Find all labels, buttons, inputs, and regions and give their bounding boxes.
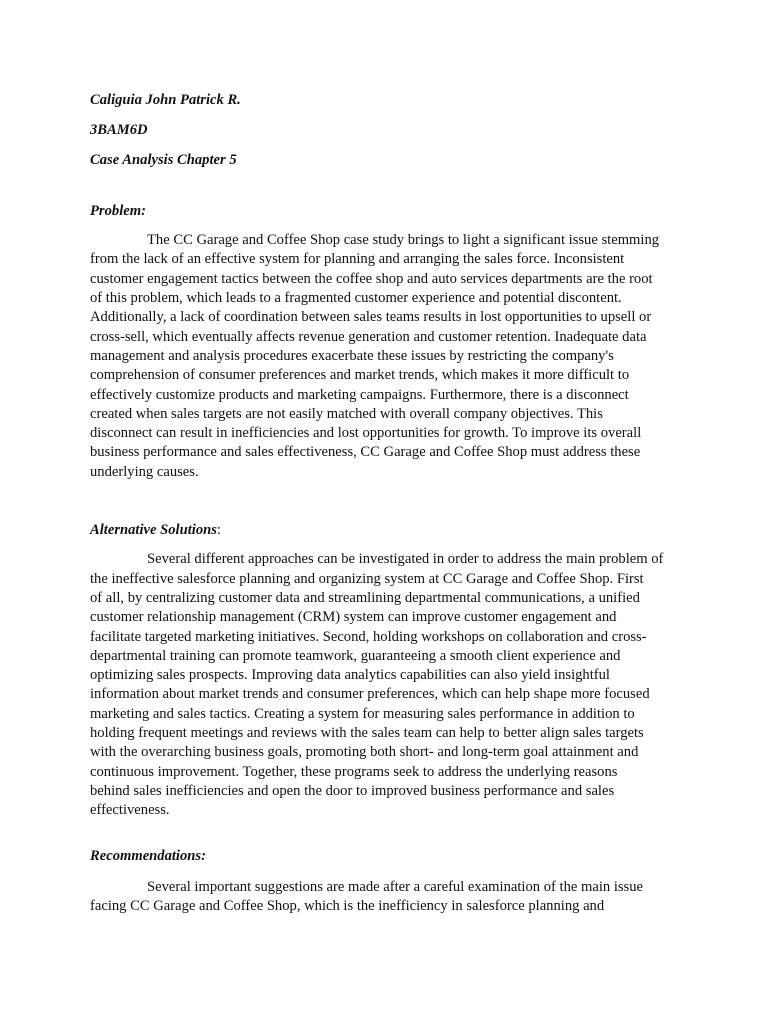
alternatives-line: marketing and sales tactics. Creating a system for measuring sales performance in addition to: [90, 705, 635, 722]
problem-line: disconnect can result in inefficiencies and lost opportunities for growth. To improve its overall: [90, 425, 642, 442]
alternatives-line: Several different approaches can be investigated in order to address the main problem of: [147, 551, 664, 568]
problem-line: customer engagement tactics between the coffee shop and auto services departments are the root: [90, 270, 653, 287]
recommendations-line: facing CC Garage and Coffee Shop, which is the inefficiency in salesforce planning and: [90, 898, 605, 915]
recommendations-heading: Recommendations:: [90, 847, 206, 864]
alternatives-line: facilitate targeted marketing initiatives. Second, holding workshops on collaboration and cross-: [90, 628, 647, 645]
alternatives-line: of all, by centralizing customer data and streamlining departmental communications, a unified: [90, 589, 640, 606]
document-title: Case Analysis Chapter 5: [90, 151, 237, 168]
alternatives-heading-colon: :: [216, 522, 221, 539]
problem-line: comprehension of consumer preferences and market trends, which makes it more difficult to: [90, 367, 630, 384]
author-name: Caliguia John Patrick R.: [90, 92, 241, 108]
alternatives-line: holding frequent meetings and reviews with the sales team can help to better align sales targets: [90, 725, 644, 742]
alternatives-line: information about market trends and consumer preferences, which can help shape more focused: [90, 686, 650, 703]
problem-line: from the lack of an effective system for planning and arranging the sales force. Inconsistent: [90, 251, 625, 268]
problem-heading: Problem:: [90, 202, 146, 219]
alternatives-heading: [90, 521, 678, 540]
recommendations-paragraph: [90, 878, 678, 917]
problem-line: effectively customize products and marketing campaigns. Furthermore, there is a disconnect: [90, 386, 629, 403]
alternatives-line: departmental training can promote teamwork, guaranteeing a smooth client experience and: [90, 647, 621, 664]
problem-line: The CC Garage and Coffee Shop case study brings to light a significant issue stemming: [147, 232, 660, 249]
alternatives-line: behind sales inefficiencies and open the door to improved business performance and sales: [90, 782, 615, 799]
alternatives-line: the ineffective salesforce planning and organizing system at CC Garage and Coffee Shop. First: [90, 570, 644, 587]
alternatives-line: customer relationship management (CRM) system can improve customer engagement and: [90, 609, 617, 626]
problem-line: created when sales targets are not easily matched with overall company objectives. This: [90, 405, 603, 422]
alternatives-line: continuous improvement. Together, these programs seek to address the underlying reasons: [90, 763, 618, 780]
alternatives-heading-text: Alternative Solutions: [90, 522, 217, 539]
problem-line: cross-sell, which eventually affects revenue generation and customer retention. Inadequate data: [90, 328, 647, 345]
problem-line: management and analysis procedures exacerbate these issues by restricting the company's: [90, 347, 614, 364]
alternatives-paragraph: [90, 550, 678, 820]
problem-line: Additionally, a lack of coordination between sales teams results in lost opportunities to upsell or: [90, 309, 652, 326]
problem-line: underlying causes.: [90, 463, 199, 480]
class-section: 3BAM6D: [90, 121, 148, 138]
alternatives-line: effectiveness.: [90, 802, 170, 819]
alternatives-line: optimizing sales prospects. Improving data analytics capabilities can also yield insightful: [90, 667, 610, 684]
recommendations-line: Several important suggestions are made after a careful examination of the main issue: [147, 878, 644, 895]
problem-paragraph: [90, 231, 678, 482]
alternatives-line: with the overarching business goals, promoting both short- and long-term goal attainment and: [90, 744, 639, 761]
problem-line: of this problem, which leads to a fragmented customer experience and potential discontent.: [90, 290, 622, 307]
problem-line: business performance and sales effectiveness, CC Garage and Coffee Shop must address these: [90, 444, 641, 461]
